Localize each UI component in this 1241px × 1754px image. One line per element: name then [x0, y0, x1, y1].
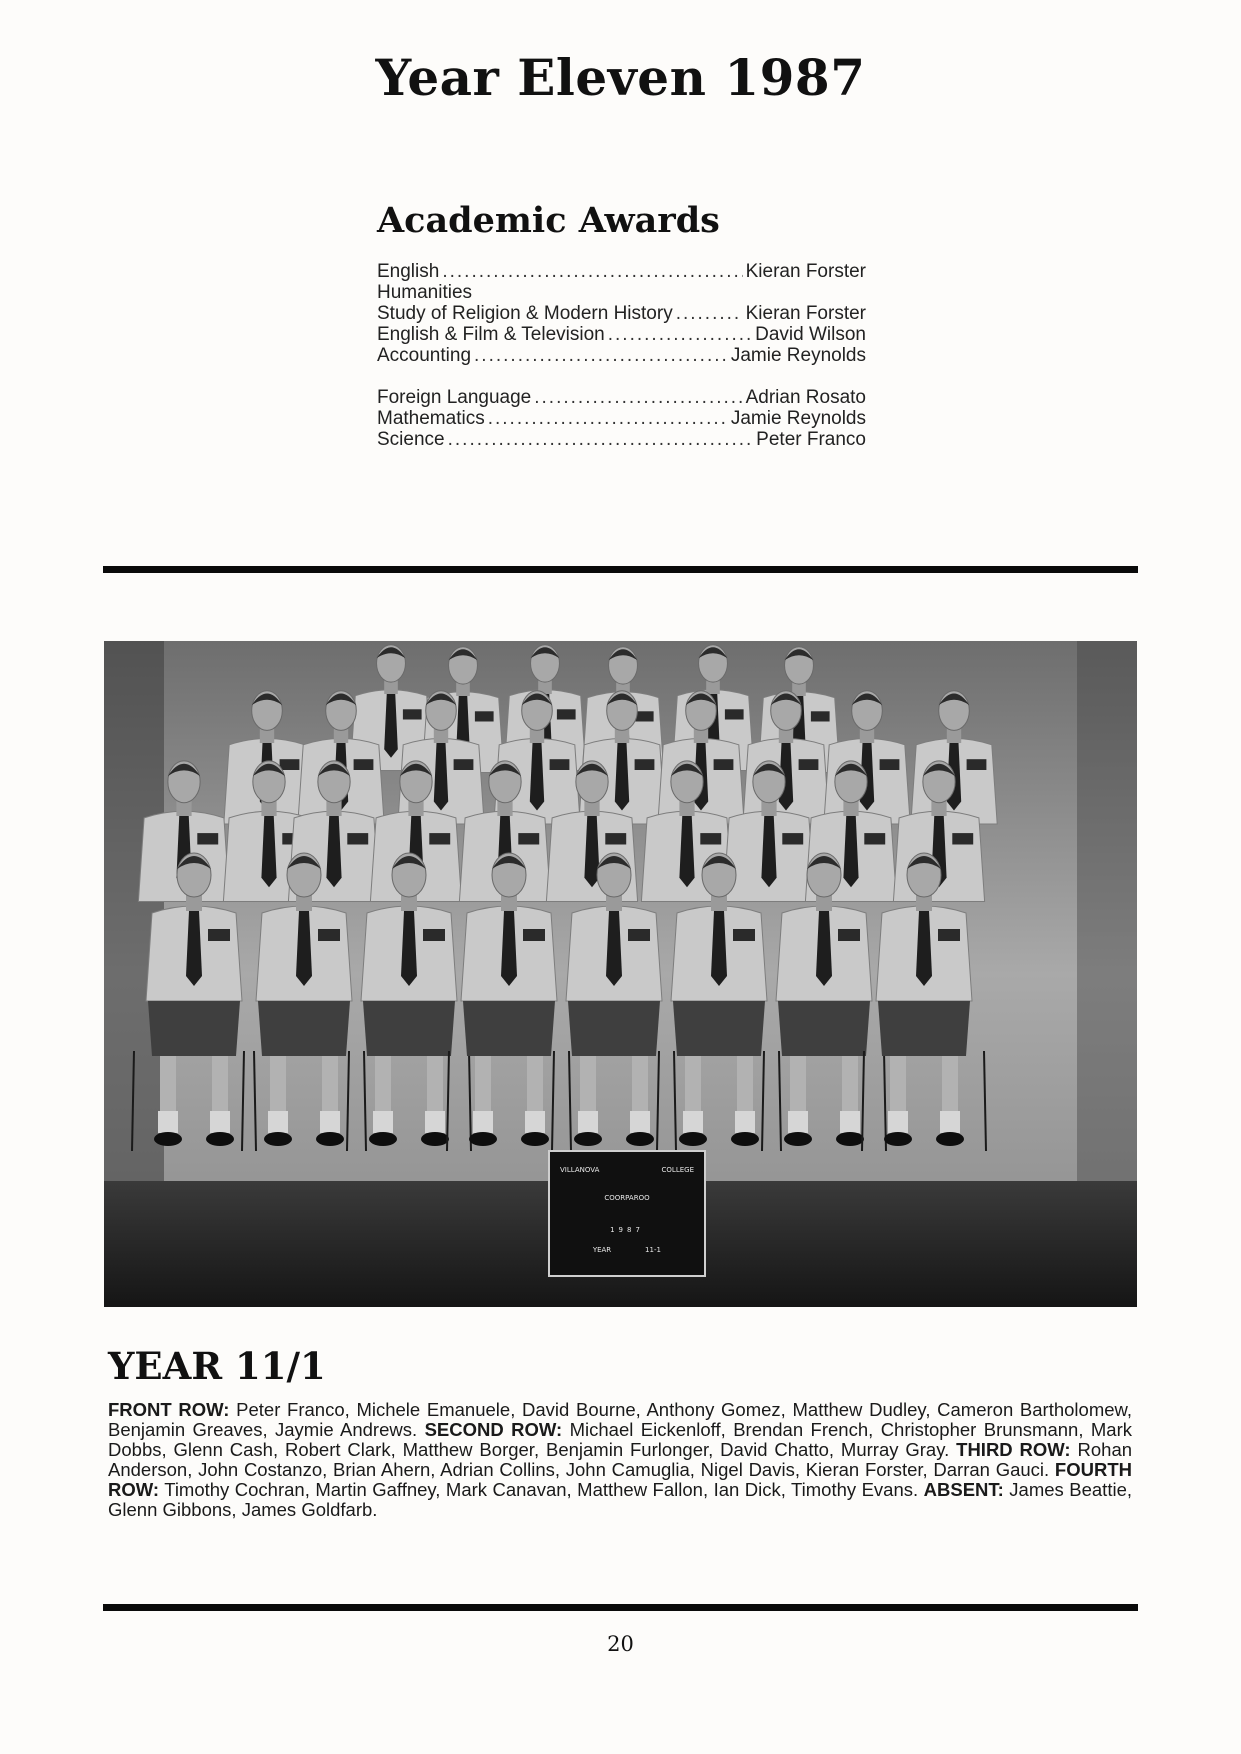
page-title: Year Eleven 1987: [375, 48, 866, 107]
award-subject: English & Film & Television: [377, 324, 605, 345]
award-winner: Peter Franco: [756, 429, 866, 450]
award-subject: Foreign Language: [377, 387, 532, 408]
dot-leader: [534, 387, 742, 408]
award-winner: David Wilson: [755, 324, 866, 345]
sign-suburb: COORPAROO: [604, 1194, 650, 1202]
award-row: [377, 387, 866, 408]
top-divider-rule: [103, 566, 1138, 573]
row-label: THIRD ROW:: [956, 1439, 1071, 1460]
bottom-divider-rule: [103, 1604, 1138, 1611]
award-subject: Humanities: [377, 282, 473, 303]
dot-leader: [474, 345, 728, 366]
awards-list-group-2: [377, 387, 866, 450]
row-label: SECOND ROW:: [424, 1419, 563, 1440]
award-subject: Study of Religion & Modern History: [377, 303, 673, 324]
award-winner: Jamie Reynolds: [730, 408, 866, 429]
dot-leader: [442, 261, 742, 282]
award-row: [377, 408, 866, 429]
row-names: Michael Eickenloff, Brendan French, Christopher Brunsmann, Mark Dobbs, Glenn Cash, Robert Clark, Matthew Borger, Benjamin Furlonger, David Chatto, Murray Gray.: [108, 1419, 1133, 1460]
class-sign-board: [549, 1151, 705, 1276]
sign-college-word: COLLEGE: [661, 1166, 694, 1174]
award-row: [377, 429, 866, 450]
sign-class-code: 11-1: [645, 1246, 661, 1254]
award-subject: Accounting: [377, 345, 472, 366]
award-row: [377, 282, 866, 303]
sign-year: 1987: [610, 1226, 644, 1234]
award-subject: English: [377, 261, 440, 282]
sign-school-name: VILLANOVA: [560, 1166, 600, 1174]
dot-leader: [676, 303, 743, 324]
dot-leader: [448, 429, 754, 450]
sign-year-word: YEAR: [592, 1246, 612, 1254]
class-roster-paragraph: [108, 1400, 1132, 1520]
awards-list-group-1: [377, 261, 866, 366]
row-label: FOURTH ROW:: [108, 1459, 1132, 1500]
award-subject: Science: [377, 429, 445, 450]
dot-leader: [488, 408, 728, 429]
class-heading: YEAR 11/1: [108, 1344, 326, 1388]
row-names: James Beattie, Glenn Gibbons, James Goldfarb.: [108, 1479, 1132, 1520]
award-row: [377, 345, 866, 366]
award-winner: Kieran Forster: [745, 303, 866, 324]
award-row: [377, 303, 866, 324]
award-subject: Mathematics: [377, 408, 485, 429]
row-label: ABSENT:: [923, 1479, 1004, 1500]
dot-leader: [608, 324, 752, 345]
row-label: FRONT ROW:: [108, 1399, 230, 1420]
row-names: Timothy Cochran, Martin Gaffney, Mark Canavan, Matthew Fallon, Ian Dick, Timothy Evans.: [164, 1479, 919, 1500]
row-names: Peter Franco, Michele Emanuele, David Bourne, Anthony Gomez, Matthew Dudley, Cameron Bartholomew, Benjamin Greaves, Jaymie Andrews.: [108, 1399, 1133, 1440]
award-row: [377, 324, 866, 345]
awards-heading: Academic Awards: [377, 200, 720, 241]
award-winner: Jamie Reynolds: [730, 345, 866, 366]
award-winner: Adrian Rosato: [745, 387, 866, 408]
row-names: Rohan Anderson, John Costanzo, Brian Ahern, Adrian Collins, John Camuglia, Nigel Davis, Kieran Forster, Darran Gauci.: [108, 1439, 1133, 1480]
class-group-photo: [104, 641, 1137, 1307]
award-winner: Kieran Forster: [745, 261, 866, 282]
award-row: [377, 261, 866, 282]
page-number: 20: [607, 1632, 634, 1656]
